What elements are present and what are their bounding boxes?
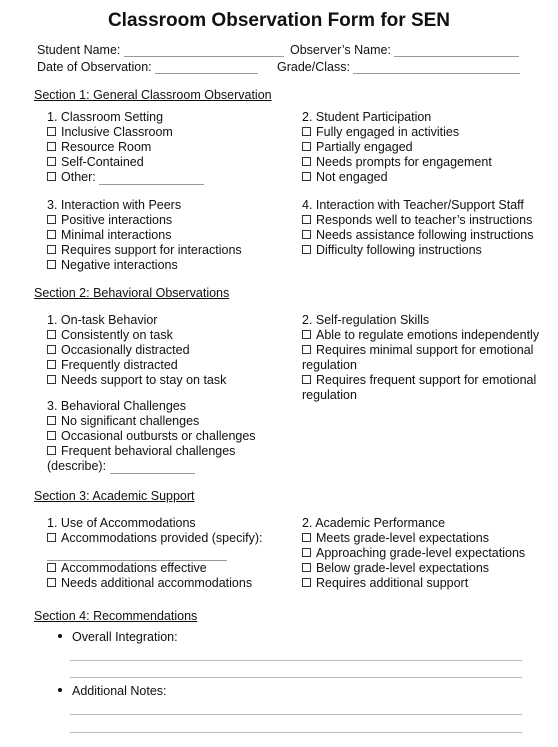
overall-integration-line-2[interactable] — [70, 677, 522, 678]
additional-notes-label: Additional Notes: — [72, 684, 167, 698]
describe-field[interactable] — [110, 461, 195, 474]
checkbox-icon[interactable] — [47, 431, 56, 440]
checkbox-icon[interactable] — [47, 127, 56, 136]
on-task-question: 1. On-task Behavior — [47, 313, 158, 327]
checkbox-icon[interactable] — [47, 563, 56, 572]
option-below-expectations[interactable]: Below grade-level expectations — [302, 561, 550, 576]
describe-row — [47, 459, 287, 474]
checkbox-icon[interactable] — [47, 230, 56, 239]
other-setting-field[interactable] — [99, 172, 204, 185]
checkbox-icon[interactable] — [47, 142, 56, 151]
page-title: Classroom Observation Form for SEN — [107, 10, 451, 31]
option-frequent-support-regulation[interactable]: Requires frequent support for emotional regulation — [302, 373, 537, 402]
checkbox-icon[interactable] — [47, 375, 56, 384]
academic-performance-question: 2. Academic Performance — [302, 516, 446, 530]
grade-label: Grade/Class: — [277, 60, 350, 74]
checkbox-icon[interactable] — [302, 245, 311, 254]
option-frequent-challenges[interactable]: Frequent behavioral challenges — [47, 444, 287, 459]
checkbox-icon[interactable] — [302, 230, 311, 239]
accommodations-group — [47, 516, 287, 591]
section4-heading: Section 4: Recommendations — [34, 609, 198, 623]
checkbox-icon[interactable] — [47, 260, 56, 269]
checkbox-icon[interactable] — [47, 172, 56, 181]
observer-name-row — [290, 43, 519, 57]
option-consistently-on-task[interactable]: Consistently on task — [47, 328, 287, 343]
option-positive-interactions[interactable]: Positive interactions — [47, 213, 287, 228]
checkbox-icon[interactable] — [47, 345, 56, 354]
checkbox-icon[interactable] — [302, 548, 311, 557]
date-row — [37, 60, 258, 74]
behavioral-challenges-group — [47, 399, 287, 474]
option-occasional-outbursts[interactable]: Occasional outbursts or challenges — [47, 429, 287, 444]
option-meets-expectations[interactable]: Meets grade-level expectations — [302, 531, 550, 546]
grade-row — [277, 60, 520, 74]
option-minimal-support-regulation[interactable]: Requires minimal support for emotional regulation — [302, 343, 534, 372]
grade-field[interactable] — [353, 61, 520, 74]
option-fully-engaged[interactable]: Fully engaged in activities — [302, 125, 547, 140]
option-negative-interactions[interactable]: Negative interactions — [47, 258, 287, 273]
self-regulation-group — [302, 313, 550, 403]
option-partially-engaged[interactable]: Partially engaged — [302, 140, 547, 155]
checkbox-icon[interactable] — [47, 330, 56, 339]
checkbox-icon[interactable] — [302, 345, 311, 354]
additional-notes-line-2[interactable] — [70, 732, 522, 733]
checkbox-icon[interactable] — [302, 563, 311, 572]
option-minimal-interactions[interactable]: Minimal interactions — [47, 228, 287, 243]
option-accommodations-effective[interactable]: Accommodations effective — [47, 561, 287, 576]
checkbox-icon[interactable] — [302, 375, 311, 384]
overall-integration-line-1[interactable] — [70, 660, 522, 661]
peer-interaction-group — [47, 198, 287, 273]
section1-heading: Section 1: General Classroom Observation — [34, 88, 272, 102]
section3-heading: Section 3: Academic Support — [34, 489, 195, 503]
student-name-field[interactable] — [124, 44, 284, 57]
peer-interaction-question: 3. Interaction with Peers — [47, 198, 182, 212]
option-accommodations-provided[interactable]: Accommodations provided (specify): — [47, 531, 287, 546]
specify-row — [47, 546, 287, 561]
accommodations-question: 1. Use of Accommodations — [47, 516, 196, 530]
option-regulates-independently[interactable]: Able to regulate emotions independently — [302, 328, 550, 343]
option-resource-room[interactable]: Resource Room — [47, 140, 277, 155]
overall-integration-item — [58, 630, 178, 644]
option-responds-well[interactable]: Responds well to teacher’s instructions — [302, 213, 547, 228]
option-approaching-expectations[interactable]: Approaching grade-level expectations — [302, 546, 550, 561]
behavioral-challenges-question: 3. Behavioral Challenges — [47, 399, 186, 413]
option-inclusive-classroom[interactable]: Inclusive Classroom — [47, 125, 277, 140]
option-difficulty-following[interactable]: Difficulty following instructions — [302, 243, 547, 258]
overall-integration-label: Overall Integration: — [72, 630, 178, 644]
observer-name-label: Observer’s Name: — [290, 43, 391, 57]
option-self-contained[interactable]: Self-Contained — [47, 155, 277, 170]
checkbox-icon[interactable] — [47, 533, 56, 542]
additional-notes-item — [58, 684, 167, 698]
checkbox-icon[interactable] — [47, 578, 56, 587]
option-not-engaged[interactable]: Not engaged — [302, 170, 547, 185]
checkbox-icon[interactable] — [47, 157, 56, 166]
checkbox-icon[interactable] — [302, 142, 311, 151]
additional-notes-line-1[interactable] — [70, 714, 522, 715]
student-name-label: Student Name: — [37, 43, 121, 57]
option-requires-additional-support[interactable]: Requires additional support — [302, 576, 550, 591]
option-requires-support-interactions[interactable]: Requires support for interactions — [47, 243, 287, 258]
checkbox-icon[interactable] — [47, 245, 56, 254]
option-needs-prompts[interactable]: Needs prompts for engagement — [302, 155, 547, 170]
academic-performance-group — [302, 516, 550, 591]
bullet-icon — [58, 688, 62, 692]
checkbox-icon[interactable] — [302, 330, 311, 339]
checkbox-icon[interactable] — [302, 157, 311, 166]
checkbox-icon[interactable] — [47, 446, 56, 455]
date-label: Date of Observation: — [37, 60, 152, 74]
option-frequently-distracted[interactable]: Frequently distracted — [47, 358, 287, 373]
option-no-significant-challenges[interactable]: No significant challenges — [47, 414, 287, 429]
student-participation-question: 2. Student Participation — [302, 110, 432, 124]
checkbox-icon[interactable] — [302, 533, 311, 542]
specify-field[interactable] — [47, 550, 227, 561]
bullet-icon — [58, 634, 62, 638]
teacher-interaction-group — [302, 198, 547, 258]
describe-label: (describe): — [47, 459, 107, 473]
date-field[interactable] — [155, 61, 258, 74]
option-needs-assistance[interactable]: Needs assistance following instructions — [302, 228, 547, 243]
checkbox-icon[interactable] — [302, 172, 311, 181]
observer-name-field[interactable] — [394, 44, 519, 57]
checkbox-icon[interactable] — [302, 215, 311, 224]
section2-heading: Section 2: Behavioral Observations — [34, 286, 230, 300]
option-other[interactable]: Other: — [47, 170, 277, 185]
checkbox-icon[interactable] — [47, 416, 56, 425]
checkbox-icon[interactable] — [47, 215, 56, 224]
checkbox-icon[interactable] — [302, 578, 311, 587]
teacher-interaction-question: 4. Interaction with Teacher/Support Staff — [302, 198, 524, 212]
classroom-setting-group — [47, 110, 277, 185]
option-needs-support-on-task[interactable]: Needs support to stay on task — [47, 373, 287, 388]
self-regulation-question: 2. Self-regulation Skills — [302, 313, 430, 327]
checkbox-icon[interactable] — [302, 127, 311, 136]
on-task-group — [47, 313, 287, 388]
student-participation-group — [302, 110, 547, 185]
checkbox-icon[interactable] — [47, 360, 56, 369]
option-needs-additional-accommodations[interactable]: Needs additional accommodations — [47, 576, 287, 591]
option-occasionally-distracted[interactable]: Occasionally distracted — [47, 343, 287, 358]
classroom-setting-question: 1. Classroom Setting — [47, 110, 164, 124]
student-name-row — [37, 43, 284, 57]
